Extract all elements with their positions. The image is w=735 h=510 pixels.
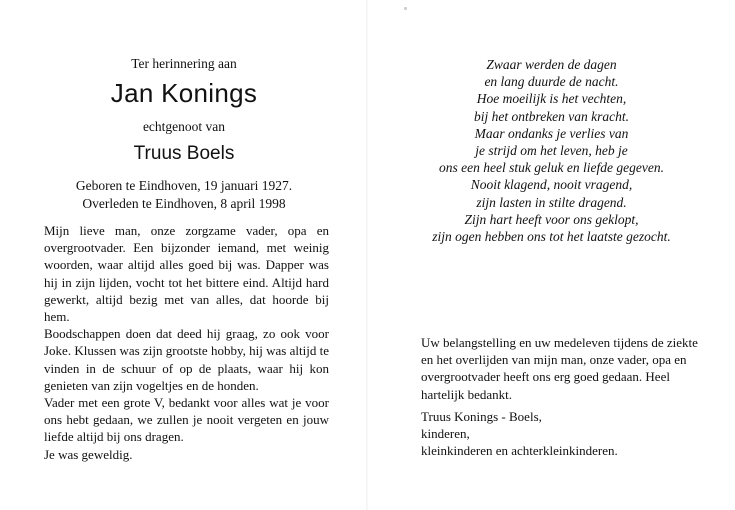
birth-line: Geboren te Eindhoven, 19 januari 1927. bbox=[75, 178, 293, 193]
poem-line: ons een heel stuk geluk en liefde gegeven. bbox=[439, 160, 664, 176]
poem-line: Zijn hart heeft voor ons geklopt, bbox=[464, 211, 639, 227]
intro-line: Ter herinnering aan bbox=[131, 56, 237, 71]
poem-line: Hoe moeilijk is het vechten, bbox=[476, 91, 627, 107]
poem-line: Nooit klagend, nooit vragend, bbox=[470, 177, 633, 193]
poem-line: zijn ogen hebben ons tot het laatste gezocht. bbox=[432, 229, 671, 245]
poem-line: zijn lasten in stilte dragend. bbox=[476, 194, 627, 210]
print-speck bbox=[404, 7, 407, 10]
bio-paragraph: Mijn lieve man, onze zorgzame vader, opa en overgrootvader. Een bijzonder iemand, met weinig woorden, waar altijd alles goed bij was. Dapper was hij in zijn lijden, vocht tot het bittere eind. Altijd hard gewerkt, altijd bezig met van alles, dat hoorde bij hem. bbox=[44, 223, 329, 325]
death-line: Overleden te Eindhoven, 8 april 1998 bbox=[82, 196, 286, 211]
signature-line: Truus Konings - Boels, bbox=[421, 409, 542, 424]
poem-line: en lang duurde de nacht. bbox=[484, 74, 619, 90]
spouse-label: echtgenoot van bbox=[142, 119, 226, 134]
poem-line: Zwaar werden de dagen bbox=[486, 57, 617, 72]
signature-line: kleinkinderen en achterkleinkinderen. bbox=[421, 443, 618, 459]
poem-line: je strijd om het leven, heb je bbox=[475, 143, 628, 159]
biography bbox=[44, 222, 329, 463]
deceased-name: Jan Konings bbox=[110, 78, 258, 108]
poem-line: Maar ondanks je verlies van bbox=[474, 125, 629, 141]
thank-you-text: Uw belangstelling en uw medeleven tijdens de ziekte en het overlijden van mijn man, onze vader, opa en overgrootvader heeft ons erg goed gedaan. Heel hartelijk bedankt. bbox=[421, 335, 698, 402]
signature-block bbox=[421, 408, 703, 460]
poem bbox=[368, 56, 735, 245]
signature-line: kinderen, bbox=[421, 426, 470, 442]
thank-you-note bbox=[421, 334, 703, 403]
bio-paragraph: Vader met een grote V, bedankt voor alles wat je voor ons hebt gedaan, we zullen je nooit vergeten en jouw liefde altijd bij ons dragen. bbox=[44, 395, 329, 445]
life-dates bbox=[0, 177, 368, 213]
poem-line: bij het ontbreken van kracht. bbox=[473, 108, 630, 124]
bio-paragraph: Boodschappen doen dat deed hij graag, zo ook voor Joke. Klussen was zijn grootste hobby, hij was altijd te vinden in de schuur of op de plaats, waar hij kon genieten van zijn vogeltjes en de honden. bbox=[44, 326, 329, 393]
spouse-name: Truus Boels bbox=[133, 143, 235, 164]
bio-paragraph: Je was geweldig. bbox=[44, 446, 133, 462]
